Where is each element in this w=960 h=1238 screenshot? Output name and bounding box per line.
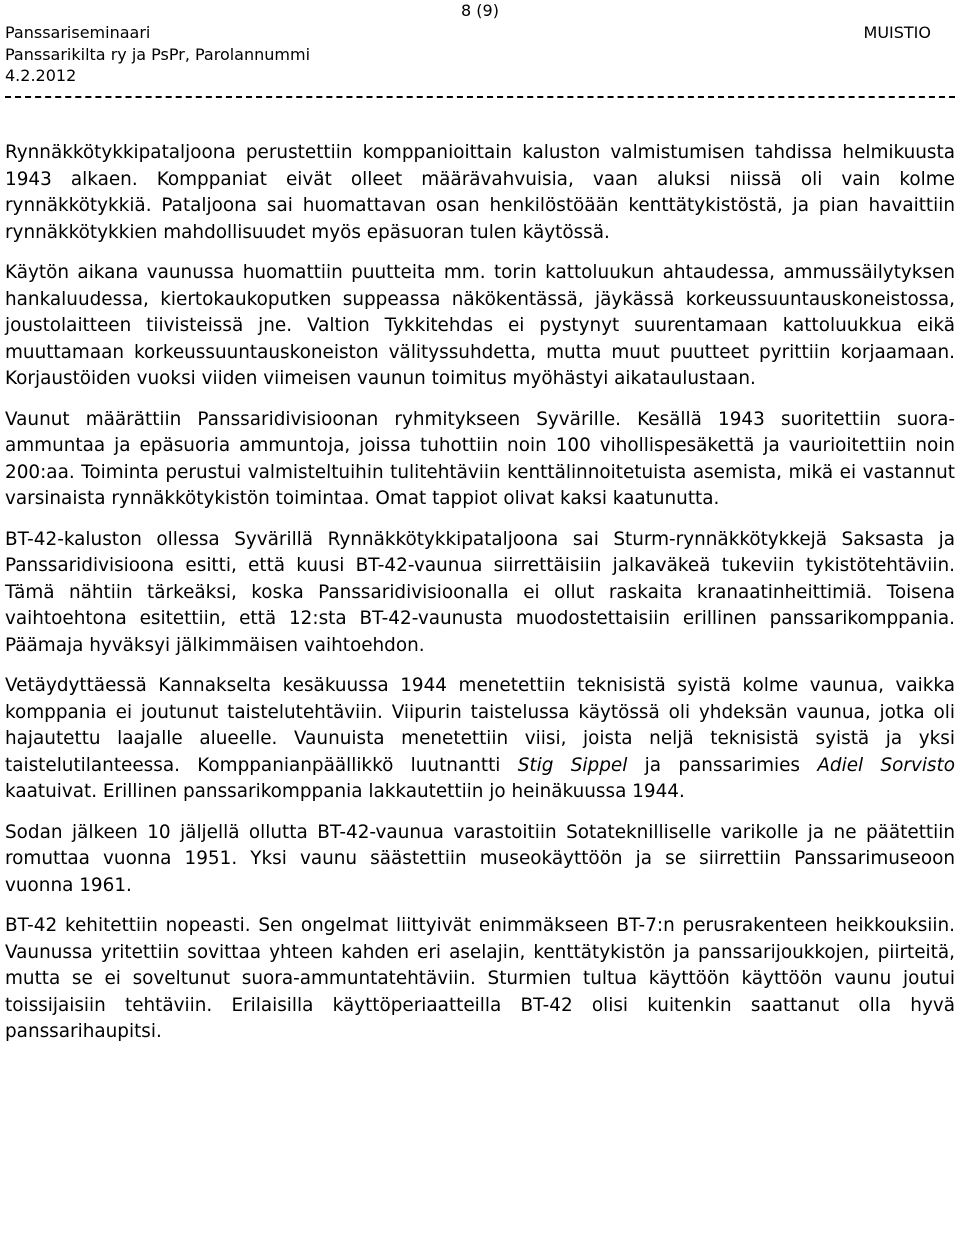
paragraph-7: BT-42 kehitettiin nopeasti. Sen ongelmat liittyivät enimmäkseen BT-7:n perusrakenteen heikkouksiin. Vaunussa yritettiin sovittaa yhteen kahden eri aselajin, kenttätykistön ja panssarijoukkojen, piirteitä, mutta se ei soveltunut suora-ammuntatehtäviin. Sturmien tultua käyttöön käyttöön vaunu joutui toissijaisiin tehtäviin. Erilaisilla käyttöperiaatteilla BT-42 olisi kuitenkin saattanut olla hyvä panssarihaupitsi. xyxy=(5,915,955,1042)
paragraph-4: BT-42-kaluston ollessa Syvärillä Rynnäkkötykkipataljoona sai Sturm-rynnäkkötykkejä Saksasta ja Panssaridivisioona esitti, että kuusi BT-42-vaunua siirrettäisiin jalkaväkeä tukeviin tykistötehtäviin. Tämä nähtiin tärkeäksi, koska Panssaridivisioonalla ei ollut raskaita kranaatinheittimiä. Toisena vaihtoehtona esitettiin, että 12:sta BT-42-vaunusta muodostettaisiin erillinen panssarikomppania. Päämaja hyväksyi jälkimmäisen vaihtoehdon. xyxy=(5,528,955,656)
paragraph-5-text-a: Vetäydyttäessä Kannakselta kesäkuussa 1944 menetettiin teknisistä syistä kolme vaunua, vaikka komppania ei joutunut taistelutehtäviin. Viipurin taistelussa käytössä oli yhdeksän vaunua, jotka oli hajautettu laajalle alueelle. Vaunuista menetettiin viisi, joista neljä teknisistä syistä ja yksi taistelutilanteessa. Komppanianpäällikkö luutnantti xyxy=(5,675,955,776)
paragraph-1: Rynnäkkötykkipataljoona perustettiin komppanioittain kaluston valmistumisen tahdissa helmikuusta 1943 alkaen. Komppaniat eivät olleet määrävahvuisia, vaan aluksi niissä oli vain kolme rynnäkkötykkiä. Pataljoona sai huomattavan osan henkilöstöään kenttätykistöstä, ja pian havaittiin rynnäkkötykkien mahdollisuudet myös epäsuoran tulen käytössä. xyxy=(5,142,955,243)
document-type: MUISTIO xyxy=(863,23,931,42)
page-header xyxy=(5,0,955,100)
paragraph-5 xyxy=(5,673,955,806)
document-body xyxy=(5,140,955,1060)
header-divider xyxy=(5,96,955,98)
person-name-sorvisto: Adiel Sorvisto xyxy=(817,754,955,776)
paragraph-2: Käytön aikana vaunussa huomattiin puutteita mm. torin kattoluukun ahtaudessa, ammussäilytyksen hankaluudessa, kiertokaukoputken suppeassa näkökentässä, jäykässä korkeussuuntauskoneistossa, joustolaitteen tiivisteissä jne. Valtion Tykkitehdas ei pystynyt suurentamaan kattoluukkua eikä muuttamaan korkeussuuntauskoneiston välityssuhdetta, mutta muut puutteet pyrittiin korjaamaan. Korjaustöiden vuoksi viiden viimeisen vaunun toimitus myöhästyi aikataulustaan. xyxy=(5,262,955,389)
paragraph-5-text-c: kaatuivat. Erillinen panssarikomppania lakkautettiin jo heinäkuussa 1944. xyxy=(5,781,685,802)
organizer-location: Panssarikilta ry ja PsPr, Parolannummi xyxy=(5,45,311,64)
document-date: 4.2.2012 xyxy=(5,66,77,85)
person-name-sippel: Stig Sippel xyxy=(517,754,628,776)
organizer-name: Panssariseminaari xyxy=(5,23,151,42)
paragraph-6: Sodan jälkeen 10 jäljellä ollutta BT-42-vaunua varastoitiin Sotateknilliselle varikolle ja ne päätettiin romuttaa vuonna 1951. Yksi vaunu säästettiin museokäyttöön ja se siirrettiin Panssarimuseoon vuonna 1961. xyxy=(5,821,955,896)
paragraph-5-text-b: ja panssarimies xyxy=(627,754,818,776)
page-number: 8 (9) xyxy=(461,1,499,20)
paragraph-3: Vaunut määrättiin Panssaridivisioonan ryhmitykseen Syvärille. Kesällä 1943 suoritettiin suora-ammuntaa ja epäsuoria ammuntoja, joissa tuhottiin noin 100 vihollispesäkettä ja vaurioitettiin noin 200:aa. Toiminta perustui valmisteltuihin tulitehtäviin kenttälinnoitetuista asemista, mikä ei vastannut varsinaista rynnäkkötykistön toimintaa. Omat tappiot olivat kaksi kaatunutta. xyxy=(5,408,955,509)
